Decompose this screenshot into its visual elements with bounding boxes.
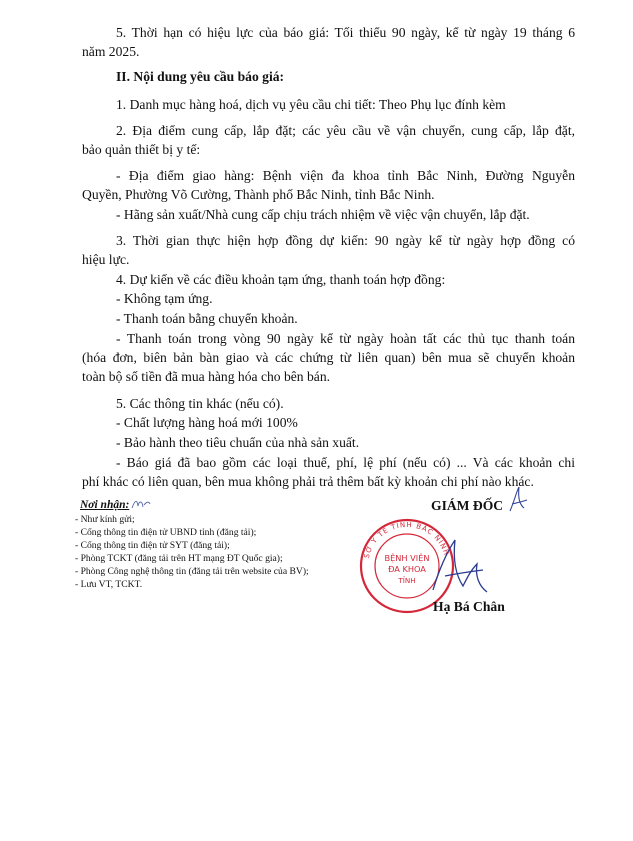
item-2-line1: 2. Địa điểm cung cấp, lắp đặt; các yêu cầu về vận chuyển, cung cấp, lắp đặt, bbox=[116, 123, 575, 138]
manufacturer-responsibility: - Hãng sản xuất/Nhà cung cấp chịu trách nhiệm về việc vận chuyển, lắp đặt. bbox=[116, 207, 530, 222]
delivery-location-line1: - Địa điểm giao hàng: Bệnh viện đa khoa tỉnh Bắc Ninh, Đường Nguyễn bbox=[116, 168, 575, 183]
item-2-line2: bảo quản thiết bị y tế: bbox=[82, 142, 201, 157]
seal-line2: ĐA KHOA bbox=[388, 564, 426, 574]
price-includes-line2: phí khác có liên quan, bên mua không phải trả thêm bất kỳ khoản chi phí nào khác. bbox=[82, 474, 534, 489]
item-3-line2: hiệu lực. bbox=[82, 252, 130, 267]
payment-terms-line2: (hóa đơn, biên bản bàn giao và các chứng từ liên quan) bên mua sẽ chuyển khoản bbox=[82, 350, 575, 365]
recipient-item: - Phòng Công nghệ thông tin (đăng tải trên website của BV); bbox=[75, 566, 309, 577]
handwritten-signature-icon bbox=[425, 530, 495, 602]
recipient-item: - Như kính gửi; bbox=[75, 514, 135, 525]
item-5-other-info: 5. Các thông tin khác (nếu có). bbox=[116, 396, 284, 411]
director-name: Hạ Bá Chân bbox=[433, 599, 505, 614]
item-5-validity-line1: 5. Thời hạn có hiệu lực của báo giá: Tối thiểu 90 ngày, kể từ ngày 19 tháng 6 bbox=[116, 25, 575, 40]
director-title: GIÁM ĐỐC bbox=[431, 498, 504, 513]
payment-terms-line3: toàn bộ số tiền đã mua hàng hóa cho bên bán. bbox=[82, 369, 331, 384]
delivery-location-line2: Quyền, Phường Võ Cường, Thành phố Bắc Ninh, tỉnh Bắc Ninh. bbox=[82, 187, 435, 202]
initial-mark-icon bbox=[130, 497, 152, 511]
seal-line3: TỈNH bbox=[398, 576, 416, 585]
recipient-item: - Phòng TCKT (đăng tải trên HT mạng ĐT Quốc gia); bbox=[75, 553, 283, 564]
payment-terms-line1: - Thanh toán trong vòng 90 ngày kể từ ngày hoàn tất các thủ tục thanh toán bbox=[116, 331, 575, 346]
recipients-heading: Nơi nhận: bbox=[80, 499, 130, 511]
warranty: - Bảo hành theo tiêu chuẩn của nhà sản xuất. bbox=[116, 435, 360, 450]
item-4-heading: 4. Dự kiến về các điều khoản tạm ứng, thanh toán hợp đồng: bbox=[116, 272, 446, 287]
seal-ring-text: SỞ Y TẾ TỈNH BẮC NINH bbox=[362, 520, 451, 560]
recipient-item: - Cổng thông tin điện tử SYT (đăng tải); bbox=[75, 540, 230, 551]
recipient-item: - Cổng thông tin điện tử UBND tỉnh (đăng tải); bbox=[75, 527, 257, 538]
item-5-validity-line2: năm 2025. bbox=[82, 44, 140, 59]
quality-new: - Chất lượng hàng hoá mới 100% bbox=[116, 415, 298, 430]
bank-transfer: - Thanh toán bằng chuyển khoản. bbox=[116, 311, 298, 326]
initial-signature-icon bbox=[506, 484, 530, 514]
price-includes-line1: - Báo giá đã bao gồm các loại thuế, phí, lệ phí (nếu có) ... Và các khoản chi bbox=[116, 455, 575, 470]
recipients-title bbox=[80, 499, 129, 512]
seal-line1: BỆNH VIỆN bbox=[384, 553, 430, 563]
no-advance: - Không tạm ứng. bbox=[116, 291, 213, 306]
recipient-item: - Lưu VT, TCKT. bbox=[75, 579, 143, 590]
section-ii-heading: II. Nội dung yêu cầu báo giá: bbox=[116, 69, 285, 84]
item-3-line1: 3. Thời gian thực hiện hợp đồng dự kiến: 90 ngày kể từ ngày hợp đồng có bbox=[116, 233, 575, 248]
item-1-catalog: 1. Danh mục hàng hoá, dịch vụ yêu cầu chi tiết: Theo Phụ lục đính kèm bbox=[116, 97, 506, 112]
